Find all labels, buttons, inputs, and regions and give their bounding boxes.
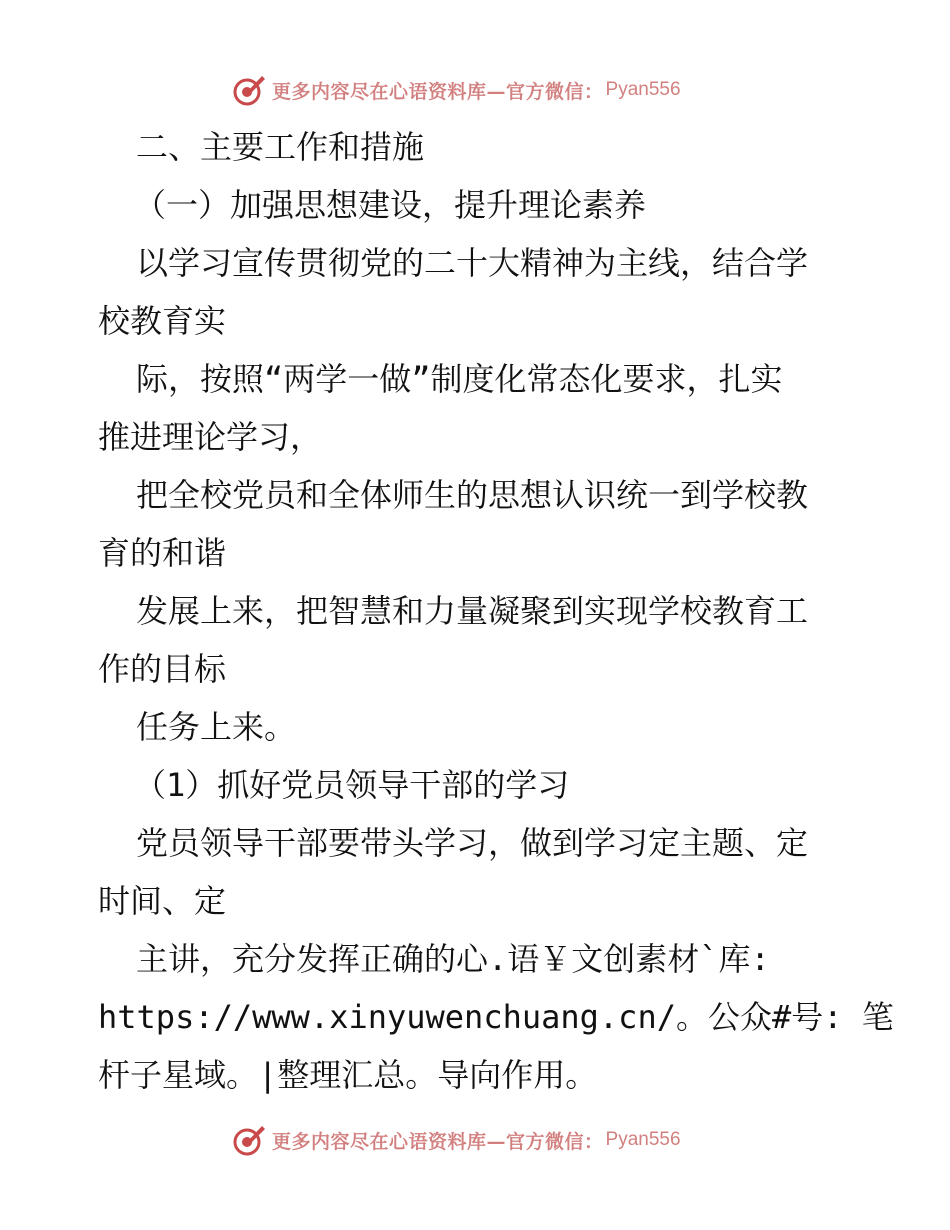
subsection-heading: （一）加强思想建设，提升理论素养	[134, 186, 647, 224]
paragraph-line: 校教育实	[98, 302, 227, 340]
header-watermark	[232, 70, 681, 110]
paragraph-line: 把全校党员和全体师生的思想认识统一到学校教	[136, 476, 809, 514]
paragraph-line: 育的和谐	[98, 534, 227, 572]
paragraph-line: https://www.xinyuwenchuang.cn/。公众#号: 笔	[98, 998, 894, 1036]
paragraph-line: 时间、定	[98, 882, 227, 920]
paragraph-line: 主讲，充分发挥正确的心.语￥文创素材`库:	[136, 940, 770, 978]
watermark-id: Pyan556	[605, 1129, 681, 1150]
document-body	[98, 118, 894, 1104]
paragraph-line: 以学习宣传贯彻党的二十大精神为主线，结合学	[136, 244, 809, 282]
section-heading: 二、主要工作和措施	[136, 128, 425, 166]
paragraph-line: 作的目标	[98, 650, 227, 688]
pen-logo-icon	[232, 1123, 266, 1157]
paragraph-line: 党员领导干部要带头学习，做到学习定主题、定	[136, 824, 809, 862]
watermark-text: 更多内容尽在心语资料库—官方微信：	[272, 80, 604, 103]
watermark-id: Pyan556	[605, 79, 681, 100]
paragraph-line: 发展上来，把智慧和力量凝聚到实现学校教育工	[136, 592, 809, 630]
paragraph-line: 推进理论学习，	[98, 418, 323, 456]
paragraph-line: 杆子星域。|整理汇总。导向作用。	[98, 1056, 598, 1094]
pen-logo-icon	[232, 73, 266, 107]
watermark-text: 更多内容尽在心语资料库—官方微信：	[272, 1130, 604, 1153]
paragraph-line: 际，按照“两学一做”制度化常态化要求，扎实	[136, 360, 783, 398]
paragraph-line: 任务上来。	[136, 708, 297, 746]
footer-watermark	[232, 1120, 681, 1160]
item-heading: （1）抓好党员领导干部的学习	[134, 766, 570, 804]
